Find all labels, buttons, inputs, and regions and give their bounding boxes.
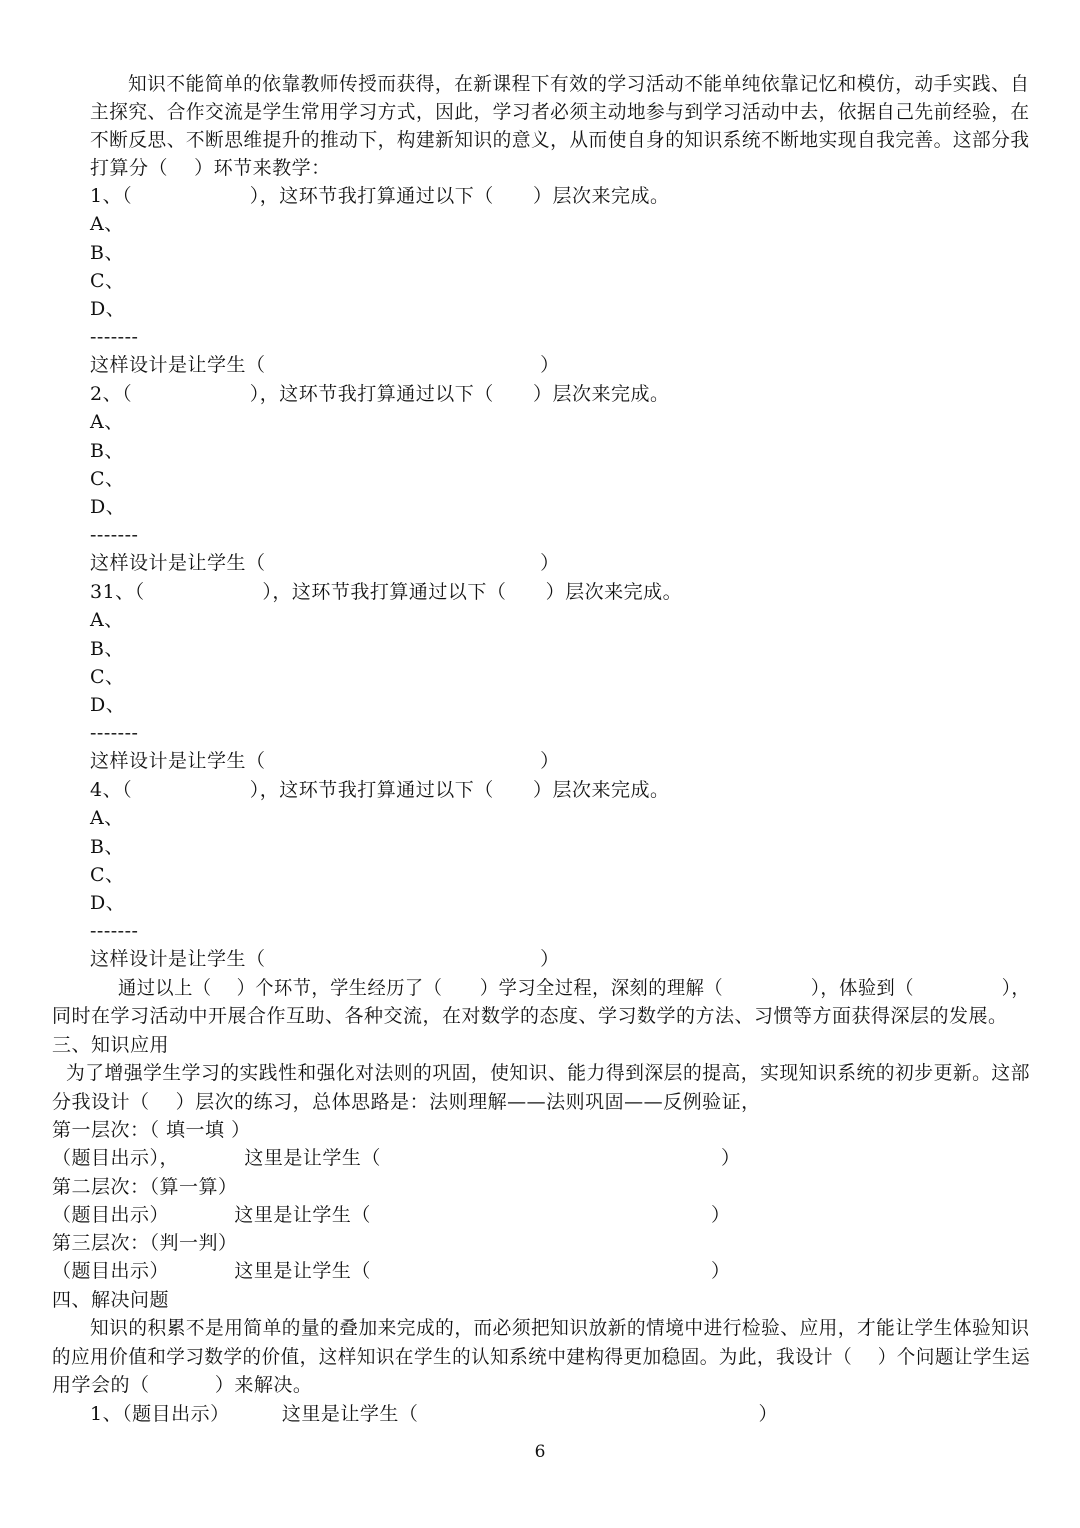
section-3-para-line-1: 为了增强学生学习的实践性和强化对法则的巩固，使知识、能力得到深层的提高，实现知识系统的初步更新。这部 bbox=[66, 1062, 1030, 1084]
step-4-design: 这样设计是让学生（ ） bbox=[90, 948, 560, 970]
step-1-option-d: D、 bbox=[90, 298, 126, 320]
step-4-heading: 4、（ ），这环节我打算通过以下（ ）层次来完成。 bbox=[90, 779, 670, 801]
step-2-option-a: A、 bbox=[90, 411, 124, 433]
step-2-option-b: B、 bbox=[90, 440, 124, 462]
level-2-title: 第二层次：（算一算） bbox=[52, 1176, 238, 1198]
section-3-title: 三、知识应用 bbox=[52, 1034, 170, 1056]
step-3-option-c: C、 bbox=[90, 666, 125, 688]
step-3-dash: ------- bbox=[90, 722, 139, 744]
summary-line-1: 通过以上（ ）个环节，学生经历了（ ）学习全过程，深刻的理解（ ），体验到（ ）， bbox=[118, 977, 1031, 999]
step-2-dash: ------- bbox=[90, 524, 139, 546]
step-4-dash: ------- bbox=[90, 920, 139, 942]
step-2-heading: 2、（ ），这环节我打算通过以下（ ）层次来完成。 bbox=[90, 383, 670, 405]
section-4-para-line-1: 知识的积累不是用简单的量的叠加来完成的，而必须把知识放新的情境中进行检验、应用，才能让学生体验知识 bbox=[90, 1317, 1030, 1339]
step-2-option-c: C、 bbox=[90, 468, 125, 490]
step-3-option-d: D、 bbox=[90, 694, 126, 716]
page-number: 6 bbox=[534, 1442, 546, 1462]
level-1-title: 第一层次：（ 填一填 ） bbox=[52, 1119, 251, 1141]
intro-line-3: 不断反思、不断思维提升的推动下，构建新知识的意义，从而使自身的知识系统不断地实现自我完善。这部分我 bbox=[90, 129, 1030, 151]
level-3-title: 第三层次：（判一判） bbox=[52, 1232, 238, 1254]
step-4-option-a: A、 bbox=[90, 807, 124, 829]
section-4-title: 四、解决问题 bbox=[52, 1289, 170, 1311]
step-1-option-a: A、 bbox=[90, 213, 124, 235]
step-4-option-c: C、 bbox=[90, 864, 125, 886]
intro-line-2: 主探究、合作交流是学生常用学习方式，因此，学习者必须主动地参与到学习活动中去，依据自己先前经验，在 bbox=[90, 101, 1030, 123]
step-3-design: 这样设计是让学生（ ） bbox=[90, 750, 560, 772]
step-3-option-a: A、 bbox=[90, 609, 124, 631]
level-1-body: （题目出示）， 这里是让学生（ ） bbox=[52, 1147, 741, 1169]
section-4-item-1: 1、（题目出示） 这里是让学生（ ） bbox=[90, 1403, 778, 1425]
step-2-design: 这样设计是让学生（ ） bbox=[90, 552, 560, 574]
step-2-option-d: D、 bbox=[90, 496, 126, 518]
level-3-body: （题目出示） 这里是让学生（ ） bbox=[52, 1260, 731, 1282]
step-1-heading: 1、（ ），这环节我打算通过以下（ ）层次来完成。 bbox=[90, 185, 670, 207]
summary-line-2: 同时在学习活动中开展合作互助、各种交流，在对数学的态度、学习数学的方法、习惯等方面获得深层的发展。 bbox=[52, 1005, 1008, 1027]
step-1-design: 这样设计是让学生（ ） bbox=[90, 354, 560, 376]
step-4-option-d: D、 bbox=[90, 892, 126, 914]
section-4-para-line-2: 的应用价值和学习数学的价值，这样知识在学生的认知系统中建构得更加稳固。为此，我设计（ ）个问题让学生运 bbox=[52, 1346, 1031, 1368]
step-4-option-b: B、 bbox=[90, 836, 124, 858]
step-1-option-b: B、 bbox=[90, 242, 124, 264]
level-2-body: （题目出示） 这里是让学生（ ） bbox=[52, 1204, 731, 1226]
step-1-option-c: C、 bbox=[90, 270, 125, 292]
step-1-dash: ------- bbox=[90, 326, 139, 348]
step-3-heading: 31、（ ），这环节我打算通过以下（ ）层次来完成。 bbox=[90, 581, 683, 603]
intro-line-4: 打算分（ ）环节来教学： bbox=[90, 157, 331, 179]
step-3-option-b: B、 bbox=[90, 638, 124, 660]
section-4-para-line-3: 用学会的（ ）来解决。 bbox=[52, 1374, 313, 1396]
section-3-para-line-2: 分我设计（ ）层次的练习，总体思路是：法则理解——法则巩固——反例验证， bbox=[52, 1091, 761, 1113]
intro-line-1: 知识不能简单的依靠教师传授而获得，在新课程下有效的学习活动不能单纯依靠记忆和模仿，动手实践、自 bbox=[128, 73, 1030, 95]
